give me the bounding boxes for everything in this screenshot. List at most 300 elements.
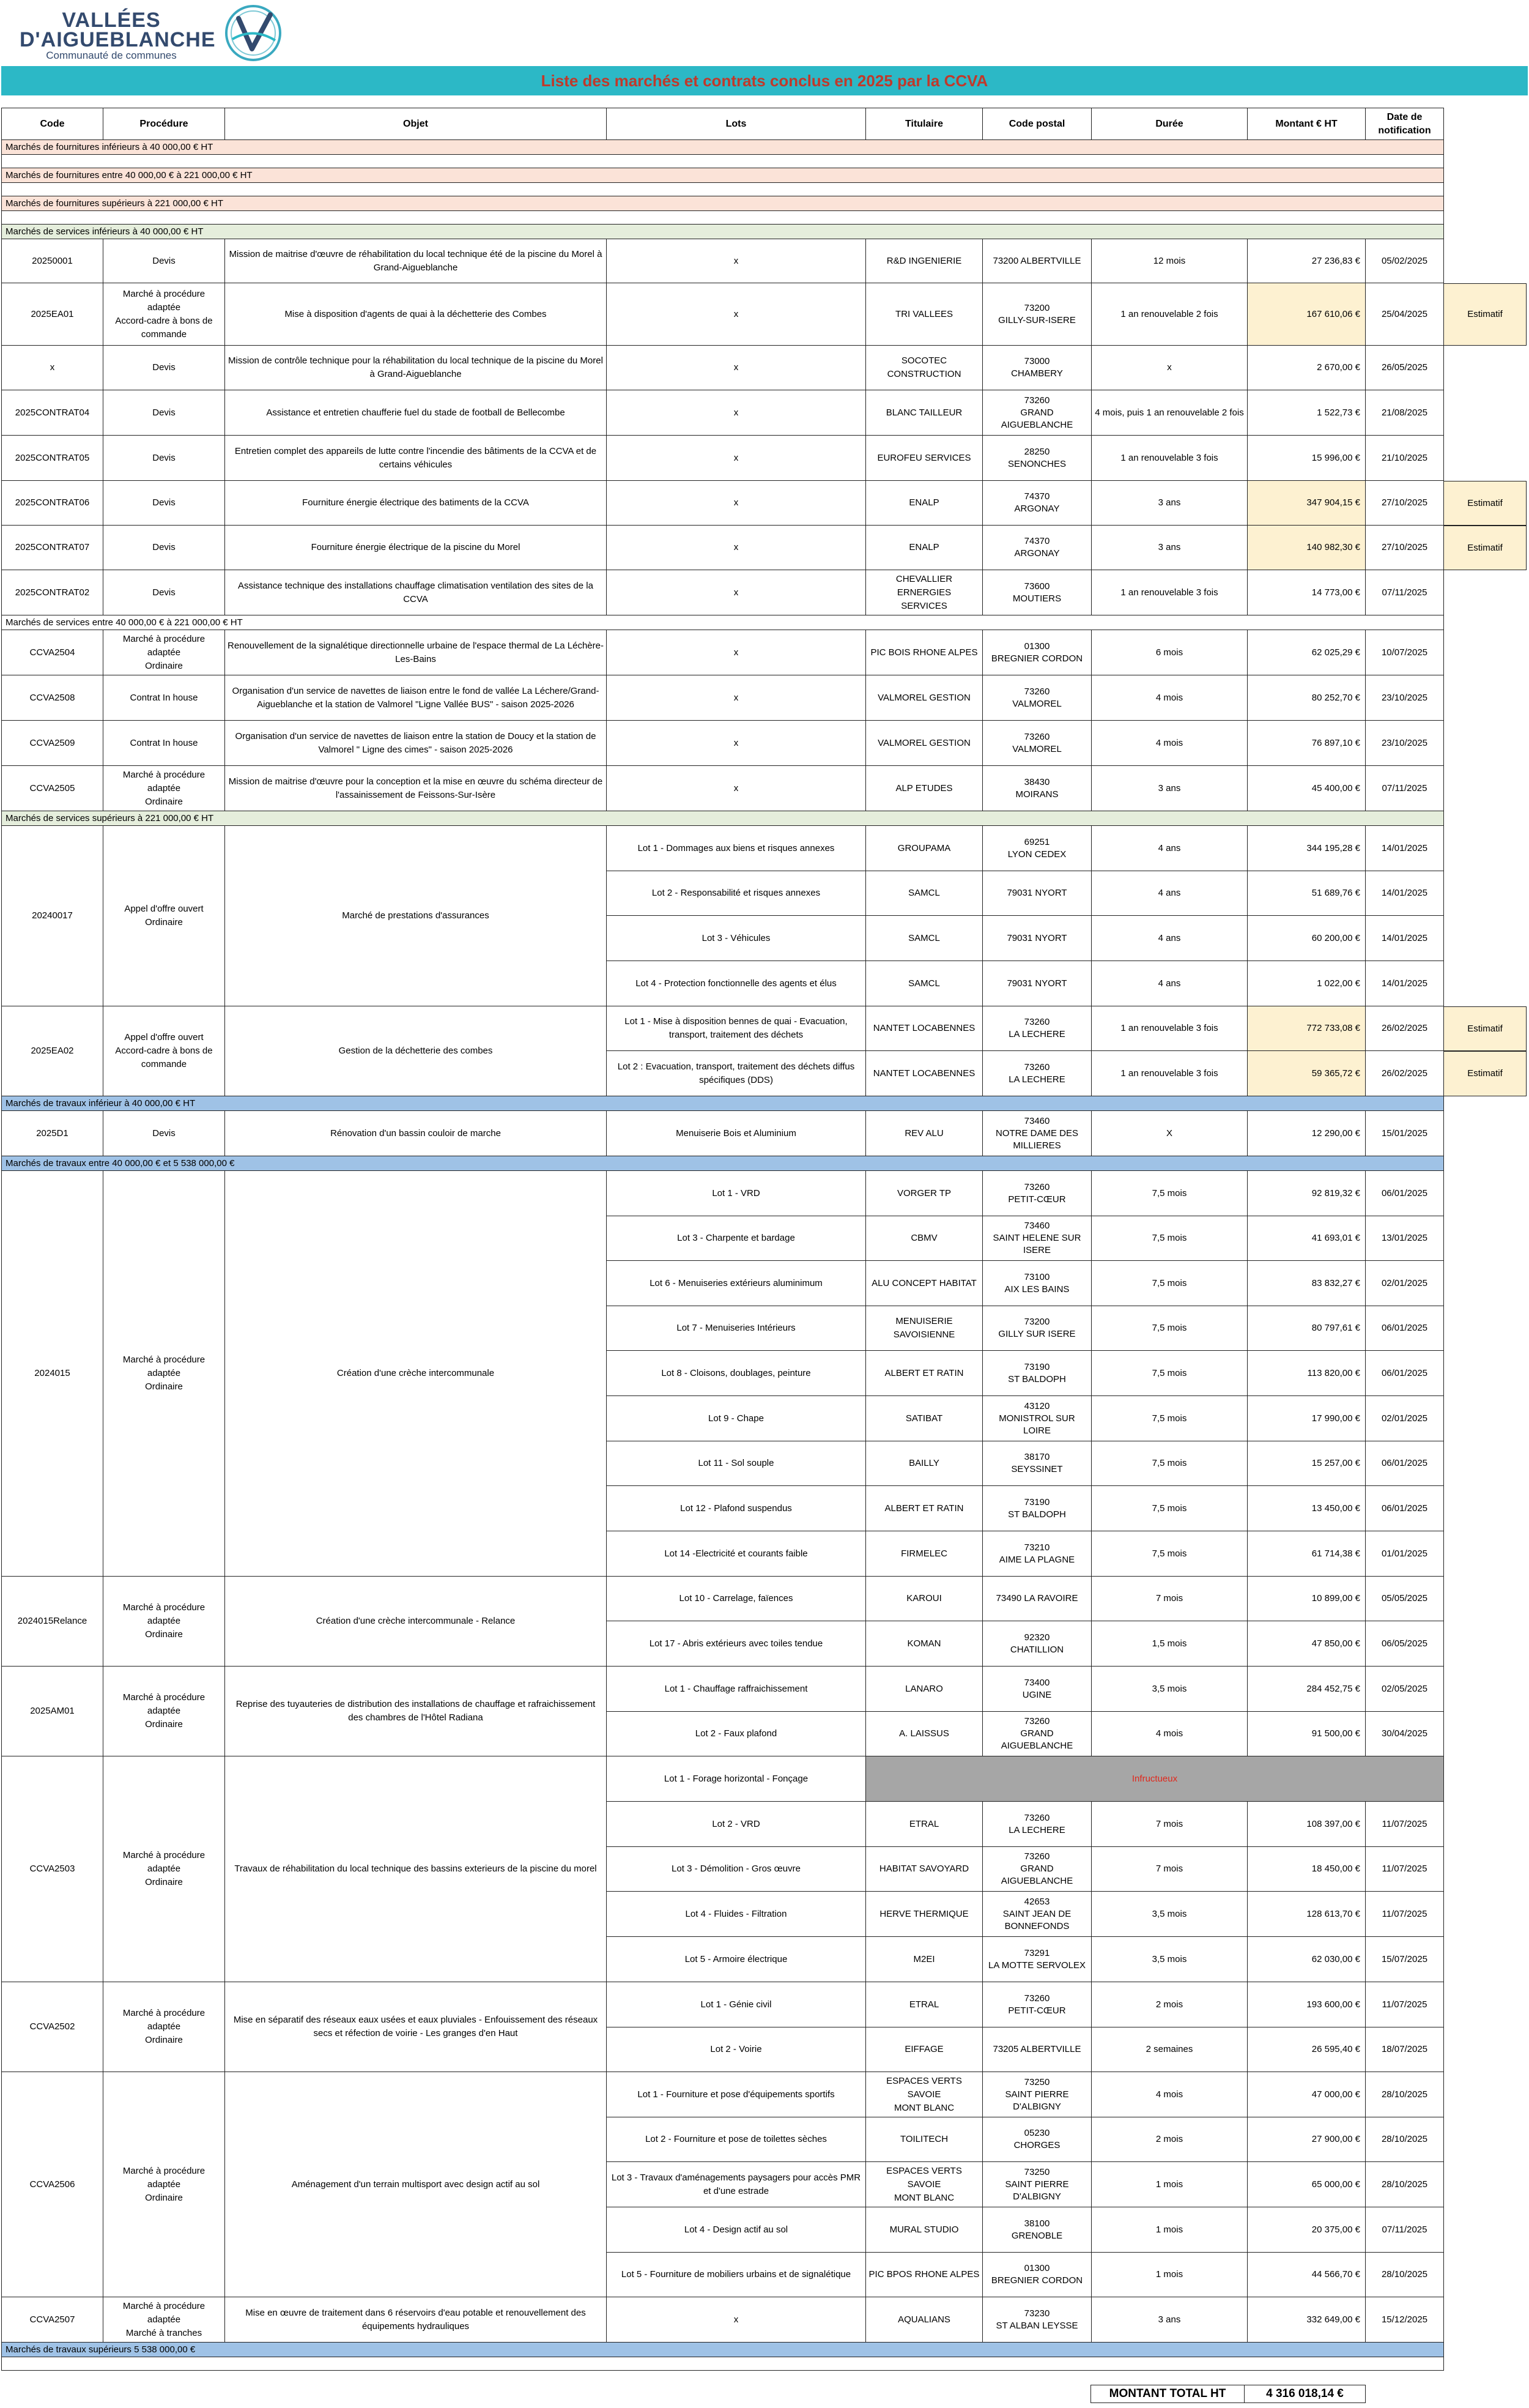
cell-montant: 113 820,00 € — [1248, 1351, 1366, 1396]
cell-date: 06/01/2025 — [1366, 1441, 1444, 1486]
cell-date: 11/07/2025 — [1366, 1982, 1444, 2027]
cell-duree: 4 ans — [1092, 916, 1248, 961]
cell-montant: 332 649,00 € — [1248, 2297, 1366, 2343]
cell-titulaire: M2EI — [866, 1937, 983, 1982]
cell-montant: 92 819,32 € — [1248, 1171, 1366, 1216]
cell-duree: 2 mois — [1092, 2117, 1248, 2162]
cell-code: 2025AM01 — [2, 1667, 103, 1756]
empty-row — [2, 183, 1444, 196]
cell-montant: 167 610,06 € — [1248, 283, 1366, 346]
cell-titulaire: PIC BOIS RHONE ALPES — [866, 630, 983, 675]
cell-code-postal: 73205 ALBERTVILLE — [983, 2027, 1092, 2072]
section-label: Marchés de services entre 40 000,00 € à 221 000,00 € HT — [2, 615, 1444, 630]
cell-lot: Lot 2 - Faux plafond — [607, 1712, 866, 1756]
cell-lot: Lot 14 -Electricité et courants faible — [607, 1531, 866, 1577]
table-row — [2, 630, 1444, 675]
table-row — [2, 675, 1444, 721]
cell-montant: 108 397,00 € — [1248, 1802, 1366, 1847]
cell-code: x — [2, 346, 103, 390]
cell-montant: 83 832,27 € — [1248, 1261, 1366, 1306]
table-header-row — [2, 108, 1444, 140]
cell-code-postal: 73190 ST BALDOPH — [983, 1486, 1092, 1531]
cell-objet: Mission de contrôle technique pour la réhabilitation du local technique de la piscine du Morel à Grand-Aigueblanche — [225, 346, 607, 390]
cell-date: 28/10/2025 — [1366, 2072, 1444, 2117]
cell-lot: Lot 1 - Mise à disposition bennes de quai - Evacuation, transport, traitement des déchets — [607, 1006, 866, 1051]
cell-duree: 1 an renouvelable 3 fois — [1092, 1051, 1248, 1096]
cell-titulaire: ESPACES VERTS SAVOIE MONT BLANC — [866, 2162, 983, 2207]
table-row — [2, 239, 1444, 283]
cell-code: CCVA2503 — [2, 1756, 103, 1982]
cell-code: 20250001 — [2, 239, 103, 283]
cell-lot: Lot 17 - Abris extérieurs avec toiles tendue — [607, 1621, 866, 1667]
cell-date: 11/07/2025 — [1366, 1847, 1444, 1892]
cell-titulaire: VORGER TP — [866, 1171, 983, 1216]
cell-procedure: Devis — [103, 346, 225, 390]
cell-duree: 7,5 mois — [1092, 1351, 1248, 1396]
cell-code: CCVA2507 — [2, 2297, 103, 2343]
cell-procedure: Devis — [103, 390, 225, 436]
cell-lot: Lot 4 - Design actif au sol — [607, 2207, 866, 2253]
cell-lot: Lot 10 - Carrelage, faïences — [607, 1577, 866, 1621]
cell-code-postal: 73200 GILLY SUR ISERE — [983, 1306, 1092, 1351]
cell-procedure: Devis — [103, 570, 225, 615]
cell-montant: 18 450,00 € — [1248, 1847, 1366, 1892]
cell-titulaire: GROUPAMA — [866, 826, 983, 871]
cell-code-postal: 73200 ALBERTVILLE — [983, 239, 1092, 283]
cell-titulaire: SAMCL — [866, 871, 983, 916]
cell-procedure: Devis — [103, 436, 225, 481]
header-code-postal: Code postal — [983, 108, 1092, 140]
cell-code: CCVA2509 — [2, 721, 103, 766]
cell-procedure: Marché à procédure adaptée Ordinaire — [103, 2072, 225, 2297]
cell-duree: 1 mois — [1092, 2253, 1248, 2297]
cell-date: 23/10/2025 — [1366, 675, 1444, 721]
cell-objet: Assistance et entretien chaufferie fuel du stade de football de Bellecombe — [225, 390, 607, 436]
cell-lot: Lot 1 - Dommages aux biens et risques annexes — [607, 826, 866, 871]
cell-titulaire: BLANC TAILLEUR — [866, 390, 983, 436]
cell-procedure: Marché à procédure adaptée Ordinaire — [103, 1756, 225, 1982]
cell-montant: 13 450,00 € — [1248, 1486, 1366, 1531]
cell-date: 21/08/2025 — [1366, 390, 1444, 436]
cell-lot: Lot 3 - Charpente et bardage — [607, 1216, 866, 1261]
cell-lot: x — [607, 630, 866, 675]
cell-montant: 47 850,00 € — [1248, 1621, 1366, 1667]
cell-code-postal: 74370 ARGONAY — [983, 481, 1092, 526]
cell-code: CCVA2504 — [2, 630, 103, 675]
cell-lot: Lot 1 - Forage horizontal - Fonçage — [607, 1756, 866, 1802]
estimatif-badge: Estimatif — [1443, 1006, 1527, 1051]
cell-montant: 76 897,10 € — [1248, 721, 1366, 766]
cell-duree: 4 mois — [1092, 1712, 1248, 1756]
estimatif-badge: Estimatif — [1443, 526, 1527, 570]
cell-montant: 65 000,00 € — [1248, 2162, 1366, 2207]
cell-lot: Lot 2 - Responsabilité et risques annexes — [607, 871, 866, 916]
cell-date: 06/01/2025 — [1366, 1351, 1444, 1396]
cell-montant: 26 595,40 € — [1248, 2027, 1366, 2072]
cell-titulaire: TRI VALLEES — [866, 283, 983, 346]
cell-duree: 4 mois — [1092, 675, 1248, 721]
cell-code-postal: 79031 NYORT — [983, 871, 1092, 916]
cell-code-postal: 01300 BREGNIER CORDON — [983, 2253, 1092, 2297]
section-label: Marchés de services inférieurs à 40 000,00 € HT — [2, 225, 1444, 239]
cell-date: 07/11/2025 — [1366, 570, 1444, 615]
page-title: Liste des marchés et contrats conclus en 2025 par la CCVA — [541, 71, 988, 90]
cell-titulaire: R&D INGENIERIE — [866, 239, 983, 283]
section-label: Marchés de travaux inférieur à 40 000,00 € HT — [2, 1096, 1444, 1111]
cell-date: 25/04/2025 — [1366, 283, 1444, 346]
logo-line-1: VALLÉES — [62, 9, 161, 32]
cell-duree: 1 an renouvelable 3 fois — [1092, 436, 1248, 481]
cell-montant: 45 400,00 € — [1248, 766, 1366, 811]
cell-date: 26/02/2025 — [1366, 1051, 1444, 1096]
table-row — [2, 2072, 1444, 2117]
cell-code-postal: 38100 GRENOBLE — [983, 2207, 1092, 2253]
cell-lot: Lot 7 - Menuiseries Intérieurs — [607, 1306, 866, 1351]
table-row — [2, 570, 1444, 615]
cell-montant: 128 613,70 € — [1248, 1892, 1366, 1937]
cell-duree: 1 an renouvelable 3 fois — [1092, 570, 1248, 615]
cell-duree: 7,5 mois — [1092, 1306, 1248, 1351]
cell-titulaire: BAILLY — [866, 1441, 983, 1486]
cell-date: 15/12/2025 — [1366, 2297, 1444, 2343]
cell-duree: 7,5 mois — [1092, 1441, 1248, 1486]
empty-row — [2, 211, 1444, 225]
cell-code-postal: 73460 NOTRE DAME DES MILLIERES — [983, 1111, 1092, 1156]
cell-lot: x — [607, 283, 866, 346]
cell-titulaire: HABITAT SAVOYARD — [866, 1847, 983, 1892]
cell-lot: Lot 2 - Voirie — [607, 2027, 866, 2072]
empty-row — [2, 2357, 1444, 2371]
cell-titulaire: ESPACES VERTS SAVOIE MONT BLANC — [866, 2072, 983, 2117]
cell-date: 11/07/2025 — [1366, 1802, 1444, 1847]
cell-objet: Organisation d'un service de navettes de liaison entre le fond de vallée La Léchere/Grand-Aigueblanche et la station de Valmorel "Ligne Vallée BUS" - saison 2025-2026 — [225, 675, 607, 721]
cell-duree: 3,5 mois — [1092, 1667, 1248, 1712]
cell-lot: x — [607, 570, 866, 615]
cell-code-postal: 79031 NYORT — [983, 961, 1092, 1006]
section-label: Marchés de fournitures inférieurs à 40 000,00 € HT — [2, 140, 1444, 155]
header-montant: Montant € HT — [1248, 108, 1366, 140]
cell-duree: 3 ans — [1092, 481, 1248, 526]
cell-montant: 284 452,75 € — [1248, 1667, 1366, 1712]
cell-titulaire: ENALP — [866, 481, 983, 526]
cell-code-postal: 73210 AIME LA PLAGNE — [983, 1531, 1092, 1577]
cell-montant: 62 025,29 € — [1248, 630, 1366, 675]
cell-duree: 7,5 mois — [1092, 1171, 1248, 1216]
cell-titulaire: SOCOTEC CONSTRUCTION — [866, 346, 983, 390]
cell-duree: 7,5 mois — [1092, 1216, 1248, 1261]
cell-duree: 4 ans — [1092, 826, 1248, 871]
cell-duree: 7 mois — [1092, 1577, 1248, 1621]
cell-titulaire: EUROFEU SERVICES — [866, 436, 983, 481]
section-header-row — [2, 168, 1444, 183]
cell-lot: Lot 2 - Fourniture et pose de toilettes sèches — [607, 2117, 866, 2162]
cell-code: 2025CONTRAT04 — [2, 390, 103, 436]
cell-montant: 91 500,00 € — [1248, 1712, 1366, 1756]
cell-montant: 140 982,30 € — [1248, 526, 1366, 570]
cell-lot: Lot 8 - Cloisons, doublages, peinture — [607, 1351, 866, 1396]
cell-duree: 4 ans — [1092, 871, 1248, 916]
cell-procedure: Devis — [103, 526, 225, 570]
section-header-row — [2, 2343, 1444, 2357]
logo-emblem-icon — [214, 2, 292, 64]
cell-objet: Création d'une crèche intercommunale — [225, 1171, 607, 1577]
cell-montant: 27 236,83 € — [1248, 239, 1366, 283]
empty-cell — [2, 155, 1444, 168]
cell-objet: Rénovation d'un bassin couloir de marche — [225, 1111, 607, 1156]
cell-lot: x — [607, 766, 866, 811]
cell-duree: 3 ans — [1092, 766, 1248, 811]
cell-code: 2024015Relance — [2, 1577, 103, 1667]
cell-titulaire: ENALP — [866, 526, 983, 570]
cell-duree: 3 ans — [1092, 2297, 1248, 2343]
cell-objet: Fourniture énergie électrique de la piscine du Morel — [225, 526, 607, 570]
cell-date: 13/01/2025 — [1366, 1216, 1444, 1261]
cell-objet: Renouvellement de la signalétique directionnelle urbaine de l'espace thermal de La Léchère-Les-Bains — [225, 630, 607, 675]
header-procedure: Procédure — [103, 108, 225, 140]
cell-date: 15/07/2025 — [1366, 1937, 1444, 1982]
cell-date: 27/10/2025 — [1366, 526, 1444, 570]
cell-lot: Lot 5 - Fourniture de mobiliers urbains et de signalétique — [607, 2253, 866, 2297]
cell-procedure: Devis — [103, 481, 225, 526]
cell-procedure: Marché à procédure adaptée Accord-cadre à bons de commande — [103, 283, 225, 346]
cell-code-postal: 73600 MOUTIERS — [983, 570, 1092, 615]
cell-code-postal: 73260 VALMOREL — [983, 721, 1092, 766]
cell-titulaire: MENUISERIE SAVOISIENNE — [866, 1306, 983, 1351]
cell-objet: Entretien complet des appareils de lutte contre l'incendie des bâtiments de la CCVA et de certains véhicules — [225, 436, 607, 481]
estimatif-badge: Estimatif — [1443, 1051, 1527, 1096]
table-row — [2, 390, 1444, 436]
section-label: Marchés de travaux entre 40 000,00 € et 5 538 000,00 € — [2, 1156, 1444, 1171]
ccva-logo — [20, 2, 301, 62]
cell-procedure: Marché à procédure adaptée Ordinaire — [103, 630, 225, 675]
cell-date: 06/01/2025 — [1366, 1171, 1444, 1216]
cell-lot: Lot 5 - Armoire électrique — [607, 1937, 866, 1982]
cell-code-postal: 73250 SAINT PIERRE D'ALBIGNY — [983, 2162, 1092, 2207]
estimatif-badge: Estimatif — [1443, 283, 1527, 346]
table-row — [2, 1006, 1444, 1051]
cell-montant: 60 200,00 € — [1248, 916, 1366, 961]
cell-date: 27/10/2025 — [1366, 481, 1444, 526]
cell-date: 14/01/2025 — [1366, 871, 1444, 916]
cell-titulaire: NANTET LOCABENNES — [866, 1051, 983, 1096]
cell-titulaire: AQUALIANS — [866, 2297, 983, 2343]
cell-date: 15/01/2025 — [1366, 1111, 1444, 1156]
cell-code-postal: 42653 SAINT JEAN DE BONNEFONDS — [983, 1892, 1092, 1937]
cell-duree: 4 mois — [1092, 2072, 1248, 2117]
table-row — [2, 1577, 1444, 1621]
cell-titulaire: VALMOREL GESTION — [866, 721, 983, 766]
cell-date: 06/01/2025 — [1366, 1306, 1444, 1351]
cell-code-postal: 73400 UGINE — [983, 1667, 1092, 1712]
cell-montant: 20 375,00 € — [1248, 2207, 1366, 2253]
table-row — [2, 2297, 1444, 2343]
cell-montant: 10 899,00 € — [1248, 1577, 1366, 1621]
cell-titulaire: CBMV — [866, 1216, 983, 1261]
section-header-row — [2, 225, 1444, 239]
page-title-bar — [1, 66, 1528, 95]
estimatif-badge: Estimatif — [1443, 481, 1527, 526]
cell-titulaire: SATIBAT — [866, 1396, 983, 1441]
table-row — [2, 346, 1444, 390]
section-header-row — [2, 615, 1444, 630]
cell-lot: Lot 1 - Génie civil — [607, 1982, 866, 2027]
contracts-table — [1, 108, 1444, 2371]
cell-duree: X — [1092, 1111, 1248, 1156]
cell-lot: x — [607, 721, 866, 766]
cell-code: 2025D1 — [2, 1111, 103, 1156]
header-lots: Lots — [607, 108, 866, 140]
table-row — [2, 481, 1444, 526]
cell-montant: 347 904,15 € — [1248, 481, 1366, 526]
cell-date: 06/01/2025 — [1366, 1486, 1444, 1531]
cell-date: 14/01/2025 — [1366, 961, 1444, 1006]
cell-date: 02/01/2025 — [1366, 1261, 1444, 1306]
cell-date: 01/01/2025 — [1366, 1531, 1444, 1577]
cell-lot: Lot 1 - VRD — [607, 1171, 866, 1216]
cell-duree: 2 mois — [1092, 1982, 1248, 2027]
cell-objet: Mise à disposition d'agents de quai à la déchetterie des Combes — [225, 283, 607, 346]
cell-code-postal: 73260 VALMOREL — [983, 675, 1092, 721]
cell-titulaire: ETRAL — [866, 1982, 983, 2027]
cell-lot: Lot 3 - Démolition - Gros œuvre — [607, 1847, 866, 1892]
cell-lot: Lot 6 - Menuiseries extérieurs aluminimum — [607, 1261, 866, 1306]
table-row — [2, 1171, 1444, 1216]
header-titulaire: Titulaire — [866, 108, 983, 140]
logo-line-2: D'AIGUEBLANCHE — [20, 28, 216, 51]
cell-montant: 17 990,00 € — [1248, 1396, 1366, 1441]
cell-duree: 6 mois — [1092, 630, 1248, 675]
cell-titulaire: CHEVALLIER ERNERGIES SERVICES — [866, 570, 983, 615]
cell-duree: 3,5 mois — [1092, 1937, 1248, 1982]
cell-date: 21/10/2025 — [1366, 436, 1444, 481]
cell-code: 2025CONTRAT06 — [2, 481, 103, 526]
cell-titulaire: NANTET LOCABENNES — [866, 1006, 983, 1051]
cell-titulaire: REV ALU — [866, 1111, 983, 1156]
cell-code: CCVA2508 — [2, 675, 103, 721]
cell-code: 2025CONTRAT02 — [2, 570, 103, 615]
cell-date: 28/10/2025 — [1366, 2253, 1444, 2297]
empty-cell — [2, 183, 1444, 196]
cell-lot: Lot 1 - Fourniture et pose d'équipements sportifs — [607, 2072, 866, 2117]
cell-code: 2024015 — [2, 1171, 103, 1577]
table-row — [2, 1667, 1444, 1712]
cell-code-postal: 38430 MOIRANS — [983, 766, 1092, 811]
cell-duree: 7 mois — [1092, 1802, 1248, 1847]
table-row — [2, 1111, 1444, 1156]
cell-titulaire: TOILITECH — [866, 2117, 983, 2162]
cell-date: 30/04/2025 — [1366, 1712, 1444, 1756]
cell-objet: Création d'une crèche intercommunale - Relance — [225, 1577, 607, 1667]
cell-procedure: Contrat In house — [103, 675, 225, 721]
cell-duree: 1 mois — [1092, 2162, 1248, 2207]
cell-titulaire: SAMCL — [866, 961, 983, 1006]
cell-date: 11/07/2025 — [1366, 1892, 1444, 1937]
table-row — [2, 826, 1444, 871]
cell-code-postal: 73460 SAINT HELENE SUR ISERE — [983, 1216, 1092, 1261]
cell-code-postal: 73100 AIX LES BAINS — [983, 1261, 1092, 1306]
cell-code-postal: 43120 MONISTROL SUR LOIRE — [983, 1396, 1092, 1441]
cell-titulaire: EIFFAGE — [866, 2027, 983, 2072]
cell-objet: Mise en séparatif des réseaux eaux usées et eaux pluviales - Enfouissement des réseaux secs et réfection de voirie - Les granges d'en Haut — [225, 1982, 607, 2072]
cell-lot: x — [607, 436, 866, 481]
cell-lot: Lot 4 - Protection fonctionnelle des agents et élus — [607, 961, 866, 1006]
cell-code-postal: 73250 SAINT PIERRE D'ALBIGNY — [983, 2072, 1092, 2117]
table-row — [2, 1982, 1444, 2027]
cell-titulaire: KAROUI — [866, 1577, 983, 1621]
cell-lot: x — [607, 390, 866, 436]
cell-objet: Gestion de la déchetterie des combes — [225, 1006, 607, 1096]
cell-montant: 62 030,00 € — [1248, 1937, 1366, 1982]
cell-date: 02/01/2025 — [1366, 1396, 1444, 1441]
cell-code-postal: 73260 GRAND AIGUEBLANCHE — [983, 1712, 1092, 1756]
cell-lot: x — [607, 481, 866, 526]
cell-code-postal: 01300 BREGNIER CORDON — [983, 630, 1092, 675]
cell-procedure: Marché à procédure adaptée Marché à tranches — [103, 2297, 225, 2343]
empty-row — [2, 155, 1444, 168]
cell-code: 2025EA02 — [2, 1006, 103, 1096]
cell-procedure: Marché à procédure adaptée Ordinaire — [103, 1667, 225, 1756]
cell-objet: Reprise des tuyauteries de distribution des installations de chauffage et rafraichissement des chambres de l'Hôtel Radiana — [225, 1667, 607, 1756]
cell-lot: Lot 3 - Véhicules — [607, 916, 866, 961]
table-row — [2, 283, 1444, 346]
cell-objet: Fourniture énergie électrique des batiments de la CCVA — [225, 481, 607, 526]
cell-titulaire: ETRAL — [866, 1802, 983, 1847]
cell-code: 2025CONTRAT05 — [2, 436, 103, 481]
cell-lot: x — [607, 675, 866, 721]
cell-objet: Aménagement d'un terrain multisport avec design actif au sol — [225, 2072, 607, 2297]
cell-procedure: Devis — [103, 1111, 225, 1156]
cell-montant: 193 600,00 € — [1248, 1982, 1366, 2027]
cell-procedure: Appel d'offre ouvert Accord-cadre à bons de commande — [103, 1006, 225, 1096]
section-header-row — [2, 140, 1444, 155]
cell-code-postal: 73230 ST ALBAN LEYSSE — [983, 2297, 1092, 2343]
logo-line-3: Communauté de communes — [46, 50, 177, 61]
cell-code: CCVA2506 — [2, 2072, 103, 2297]
cell-montant: 80 797,61 € — [1248, 1306, 1366, 1351]
section-header-row — [2, 196, 1444, 211]
cell-lot: Lot 1 - Chauffage raffraichissement — [607, 1667, 866, 1712]
cell-code-postal: 73190 ST BALDOPH — [983, 1351, 1092, 1396]
cell-duree: 4 mois, puis 1 an renouvelable 2 fois — [1092, 390, 1248, 436]
cell-date: 06/05/2025 — [1366, 1621, 1444, 1667]
cell-code-postal: 73260 PETIT-CŒUR — [983, 1171, 1092, 1216]
cell-duree: x — [1092, 346, 1248, 390]
cell-procedure: Devis — [103, 239, 225, 283]
cell-code-postal: 69251 LYON CEDEX — [983, 826, 1092, 871]
cell-titulaire: PIC BPOS RHONE ALPES — [866, 2253, 983, 2297]
cell-lot: x — [607, 239, 866, 283]
cell-duree: 1,5 mois — [1092, 1621, 1248, 1667]
cell-montant: 15 257,00 € — [1248, 1441, 1366, 1486]
cell-code-postal: 05230 CHORGES — [983, 2117, 1092, 2162]
cell-duree: 7,5 mois — [1092, 1486, 1248, 1531]
section-header-row — [2, 1156, 1444, 1171]
cell-lot: x — [607, 526, 866, 570]
cell-duree: 1 mois — [1092, 2207, 1248, 2253]
cell-code-postal: 73260 GRAND AIGUEBLANCHE — [983, 1847, 1092, 1892]
cell-montant: 1 522,73 € — [1248, 390, 1366, 436]
cell-duree: 7,5 mois — [1092, 1261, 1248, 1306]
cell-montant: 2 670,00 € — [1248, 346, 1366, 390]
cell-duree: 3 ans — [1092, 526, 1248, 570]
cell-montant: 27 900,00 € — [1248, 2117, 1366, 2162]
cell-duree: 7,5 mois — [1092, 1531, 1248, 1577]
cell-lot: Lot 2 - VRD — [607, 1802, 866, 1847]
cell-lot: Lot 4 - Fluides - Filtration — [607, 1892, 866, 1937]
cell-code-postal: 73260 PETIT-CŒUR — [983, 1982, 1092, 2027]
cell-duree: 7 mois — [1092, 1847, 1248, 1892]
header-duree: Durée — [1092, 108, 1248, 140]
